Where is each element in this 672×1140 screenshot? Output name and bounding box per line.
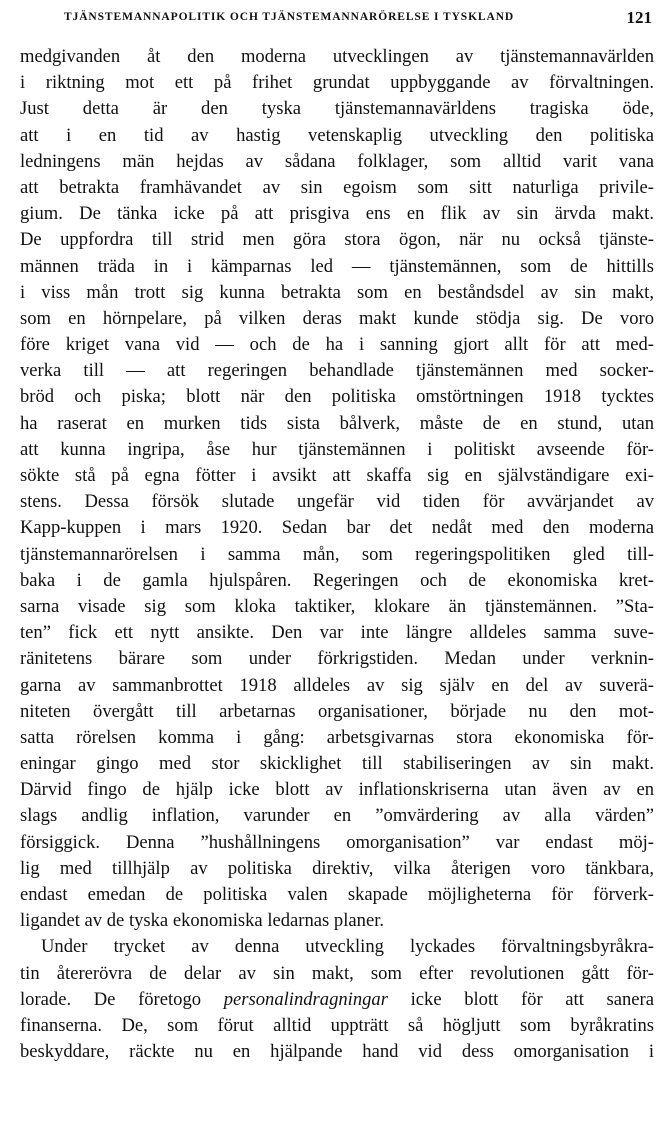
text-line: att kunna ingripa, åse hur tjänstemännen i politiskt avseende för- xyxy=(20,438,654,460)
paragraph-2 xyxy=(20,934,654,1065)
text-line: slags andlig inflation, varunder en ”omvärdering av alla värden” xyxy=(20,805,654,827)
text-line: försiggick. Denna ”hushållningens omorganisation” var endast möj- xyxy=(20,831,654,853)
body-text xyxy=(20,44,654,1065)
running-header xyxy=(20,8,654,28)
text-line: eningar gingo med stor skicklighet till stabiliseringen av sin makt. xyxy=(20,753,654,775)
text-line: att betrakta framhävandet av sin egoism som sitt naturliga privile- xyxy=(20,176,654,198)
text-line: männen träda in i kämparnas led — tjänstemännen, som de hittills xyxy=(20,255,654,277)
emphasized-term: personalindragningar xyxy=(223,988,388,1010)
text-line: baka i de gamla hjulspåren. Regeringen och de ekonomiska kret- xyxy=(20,569,654,591)
text-line: Därvid fingo de hjälp icke blott av inflationskriserna utan även av en xyxy=(20,779,654,801)
text-line: endast emedan de politiska valen skapade möjligheterna för förverk- xyxy=(20,884,654,905)
text-segment: icke blott för att sanera xyxy=(387,988,654,1010)
text-line: bröd och piska; blott när den politiska omstörtningen 1918 tycktes xyxy=(20,386,654,408)
text-line: som en hörnpelare, på vilken deras makt kunde stödja sig. De voro xyxy=(20,307,654,329)
text-line: ränitetens bärare som under förkrigstiden. Medan under verknin- xyxy=(20,648,654,670)
page-number: 121 xyxy=(626,8,652,27)
text-line: satta rörelsen komma i gång: arbetsgivarnas stora ekonomiska för- xyxy=(20,726,654,748)
text-line: i riktning mot ett på frihet grundat uppbyggande av förvaltningen. xyxy=(20,72,654,94)
text-line: verka till — att regeringen behandlade tjänstemännen med socker- xyxy=(20,360,654,382)
text-line: före kriget vana vid — och de ha i sanning gjort allt för att med- xyxy=(20,334,654,356)
text-line: sökte stå på egna fötter i avsikt att skaffa sig en självständigare exi- xyxy=(20,465,654,486)
running-title: TJÄNSTEMANNAPOLITIK OCH TJÄNSTEMANNARÖRELSE I TYSKLAND xyxy=(64,11,515,23)
text-line: tjänstemannarörelsen i samma mån, som regeringspolitiken gled till- xyxy=(20,543,654,565)
text-line: De uppfordra till strid men göra stora ögon, när nu också tjänste- xyxy=(20,229,654,251)
text-line: Kapp-kuppen i mars 1920. Sedan bar det nedåt med den moderna xyxy=(20,517,654,539)
text-line: finanserna. De, som förut alltid uppträtt så högljutt som byråkratins xyxy=(20,1014,654,1036)
text-line: garna av sammanbrottet 1918 alldeles av sig själv en del av suverä- xyxy=(20,674,654,696)
text-line-with-emphasis xyxy=(20,987,654,1013)
text-line: beskyddare, räckte nu en hjälpande hand vid dess omorganisation i xyxy=(20,1041,654,1063)
text-line: sarna visade sig som kloka taktiker, klokare än tjänstemännen. ”Sta- xyxy=(20,595,654,617)
text-line: lig med tillhjälp av politiska direktiv, vilka återigen voro tänkbara, xyxy=(20,857,654,879)
text-line: ledningens män hejdas av sådana folklager, som alltid varit vana xyxy=(20,150,654,172)
text-line: ha raserat en murken tids sista bålverk, måste de en stund, utan xyxy=(20,412,654,434)
text-line: stens. Dessa försök slutade ungefär vid tiden för avvärjandet av xyxy=(20,491,654,513)
text-segment: lorade. De företogo xyxy=(20,988,224,1010)
text-line: tin återerövra de delar av sin makt, som efter revolutionen gått för- xyxy=(20,962,654,984)
text-line: Under trycket av denna utveckling lyckades förvaltningsbyråkra- xyxy=(41,936,654,958)
paragraph-1 xyxy=(20,44,654,934)
text-line: att i en tid av hastig vetenskaplig utveckling den politiska xyxy=(20,124,654,146)
text-line: medgivanden åt den moderna utvecklingen av tjänstemannavärlden xyxy=(20,46,654,67)
book-page xyxy=(20,0,654,1140)
text-line: Just detta är den tyska tjänstemannavärldens tragiska öde, xyxy=(20,98,654,120)
text-line: ten” fick ett nytt ansikte. Den var inte längre alldeles samma suve- xyxy=(20,622,654,644)
text-line: niteten övergått till arbetarnas organisationer, började nu den mot- xyxy=(20,700,654,722)
text-line: gium. De tänka icke på att prisgiva ens en flik av sin ärvda makt. xyxy=(20,203,654,225)
text-line: i viss mån trott sig kunna betrakta som en beståndsdel av sin makt, xyxy=(20,281,654,303)
text-line: ligandet av de tyska ekonomiska ledarnas planer. xyxy=(20,910,385,932)
